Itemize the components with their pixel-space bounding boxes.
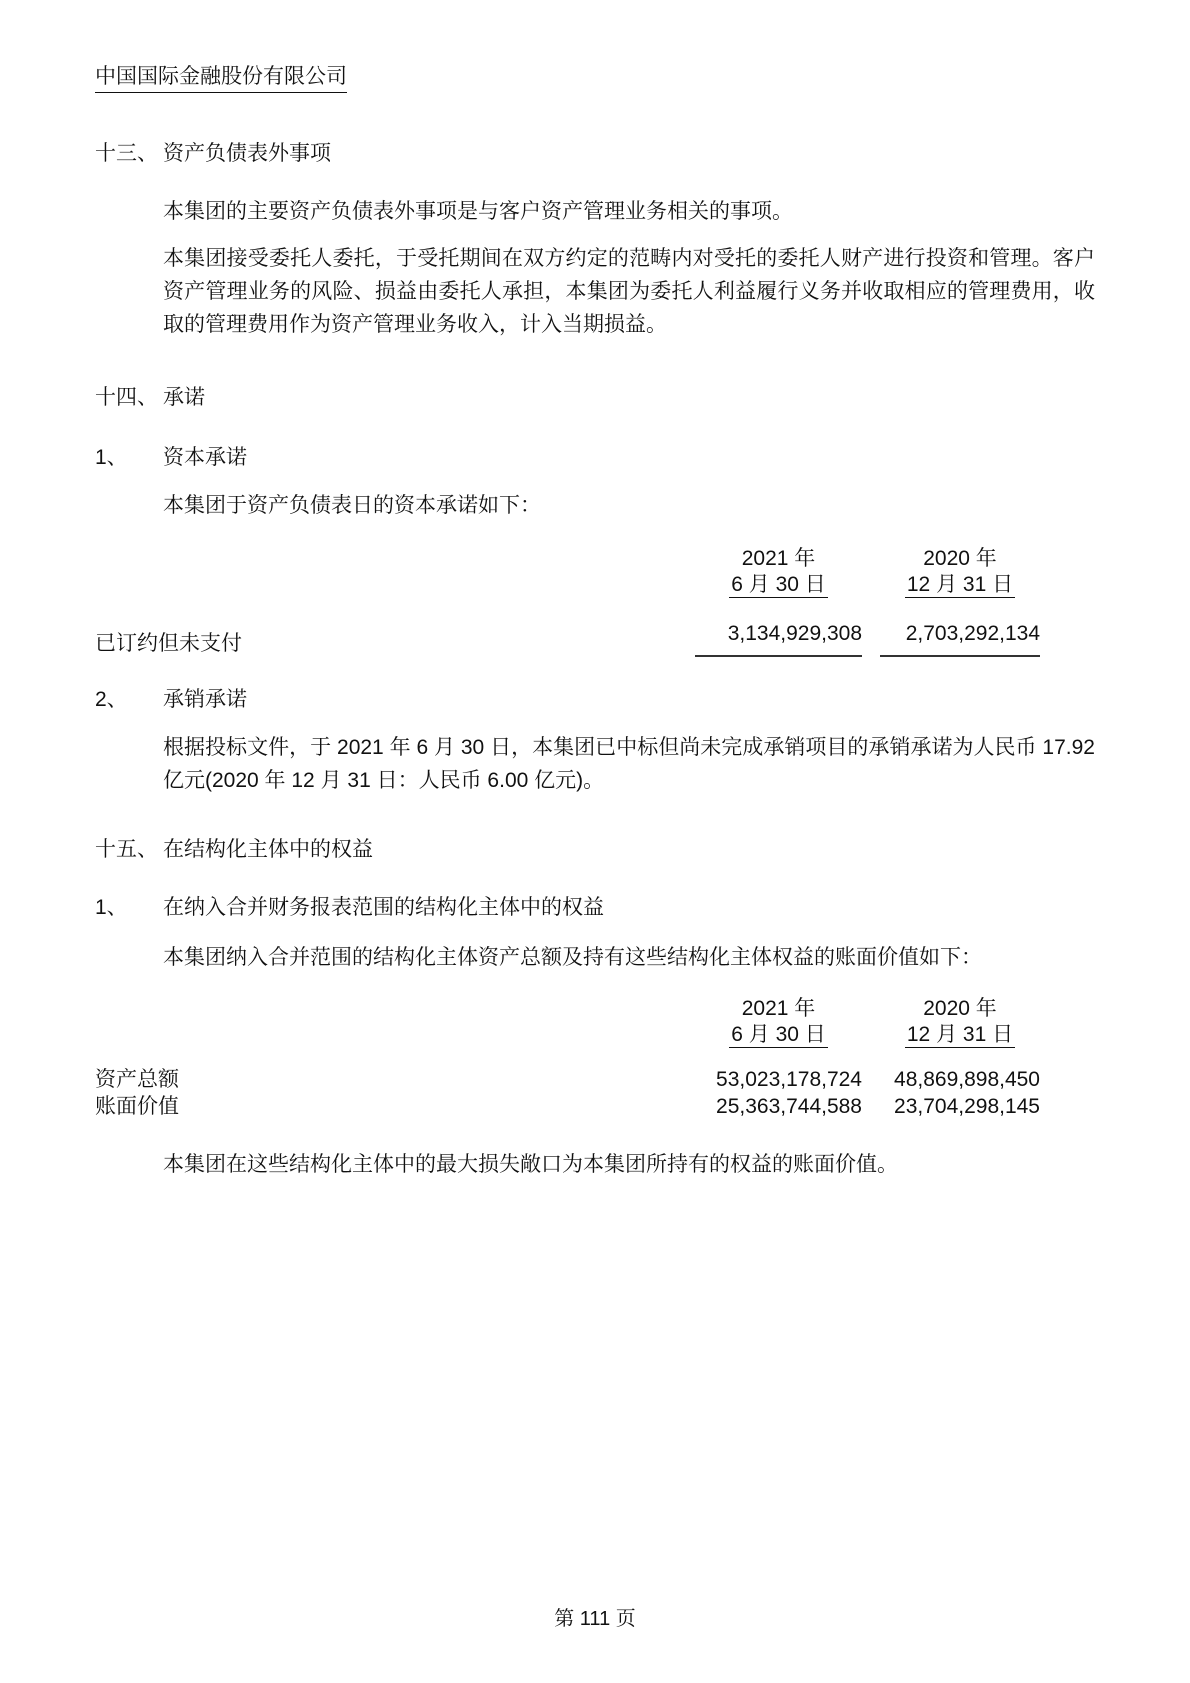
section-15-heading <box>95 833 1095 863</box>
value-2021: 3,134,929,308 <box>695 620 862 657</box>
underwriting-commitments-title: 承销承诺 <box>163 688 247 711</box>
section-13-paragraph-1: 本集团的主要资产负债表外事项是与客户资产管理业务相关的事项。 <box>163 200 793 223</box>
company-name: 中国国际金融股份有限公司 <box>95 60 347 93</box>
section-13-paragraph-2: 本集团接受委托人委托，于受托期间在双方约定的范畴内对受托的委托人财产进行投资和管理。客户资产管理业务的风险、损益由委托人承担，本集团为委托人利益履行义务并收取相应的管理费用，收取的管理费用作为资产管理业务收入，计入当期损益。 <box>163 247 1095 336</box>
value-2020: 2,703,292,134 <box>880 620 1040 657</box>
value-2021: 25,363,744,588 <box>716 1095 862 1118</box>
underwriting-commitments-paragraph: 根据投标文件，于 2021 年 6 月 30 日，本集团已中标但尚未完成承销项目的承销承诺为人民币 17.92 亿元(2020 年 12 月 31 日：人民币 6.00 亿元)。 <box>163 736 1095 792</box>
column-year-label: 2021 年 <box>741 547 816 570</box>
section-14-heading <box>95 381 1095 411</box>
capital-commitments-title: 资本承诺 <box>163 446 247 469</box>
underwriting-commitments-number: 2、 <box>95 688 128 711</box>
section-14-title: 承诺 <box>163 386 205 409</box>
table-header-row <box>95 546 1040 598</box>
value-2021: 53,023,178,724 <box>716 1068 862 1091</box>
row-label: 资产总额 <box>95 1068 179 1091</box>
column-header-2020 <box>880 546 1040 598</box>
document-content <box>95 60 1095 1181</box>
section-13-number: 十三、 <box>95 142 158 165</box>
structured-entities-table <box>95 996 1095 1120</box>
value-2020: 48,869,898,450 <box>894 1068 1040 1091</box>
section-13-title: 资产负债表外事项 <box>163 142 331 165</box>
column-date-label: 6 月 30 日 <box>731 573 826 596</box>
row-label: 账面价值 <box>95 1095 179 1118</box>
column-date-label: 12 月 31 日 <box>906 573 1014 596</box>
column-year-label: 2020 年 <box>923 547 997 570</box>
table-row <box>95 620 1040 657</box>
underwriting-commitments-heading <box>95 683 1095 713</box>
capital-commitments-table <box>95 546 1095 657</box>
section-14-number: 十四、 <box>95 386 158 409</box>
value-2020: 23,704,298,145 <box>894 1095 1040 1118</box>
column-header-2021 <box>695 546 862 598</box>
section-15-title: 在结构化主体中的权益 <box>163 838 373 861</box>
structured-entities-title: 在纳入合并财务报表范围的结构化主体中的权益 <box>163 896 604 919</box>
structured-entities-intro: 本集团纳入合并范围的结构化主体资产总额及持有这些结构化主体权益的账面价值如下： <box>163 946 982 969</box>
column-date-label: 12 月 31 日 <box>906 1023 1014 1046</box>
row-label: 已订约但未支付 <box>95 632 242 655</box>
column-date-label: 6 月 30 日 <box>731 1023 826 1046</box>
section-15-number: 十五、 <box>95 838 158 861</box>
company-header <box>95 60 1095 137</box>
capital-commitments-heading <box>95 441 1095 471</box>
column-year-label: 2021 年 <box>741 997 816 1020</box>
column-year-label: 2020 年 <box>923 997 997 1020</box>
capital-commitments-intro: 本集团于资产负债表日的资本承诺如下： <box>163 494 541 517</box>
table-header-row <box>95 996 1040 1048</box>
structured-entities-number: 1、 <box>95 896 128 919</box>
structured-entities-heading <box>95 891 1095 921</box>
table-row <box>95 1093 1040 1120</box>
page-number: 第 111 页 <box>554 1608 636 1630</box>
column-header-2020 <box>880 996 1040 1048</box>
structured-entities-closing: 本集团在这些结构化主体中的最大损失敞口为本集团所持有的权益的账面价值。 <box>163 1153 898 1176</box>
table-row <box>95 1066 1040 1093</box>
capital-commitments-number: 1、 <box>95 446 128 469</box>
column-header-2021 <box>695 996 862 1048</box>
section-13-heading <box>95 137 1095 167</box>
